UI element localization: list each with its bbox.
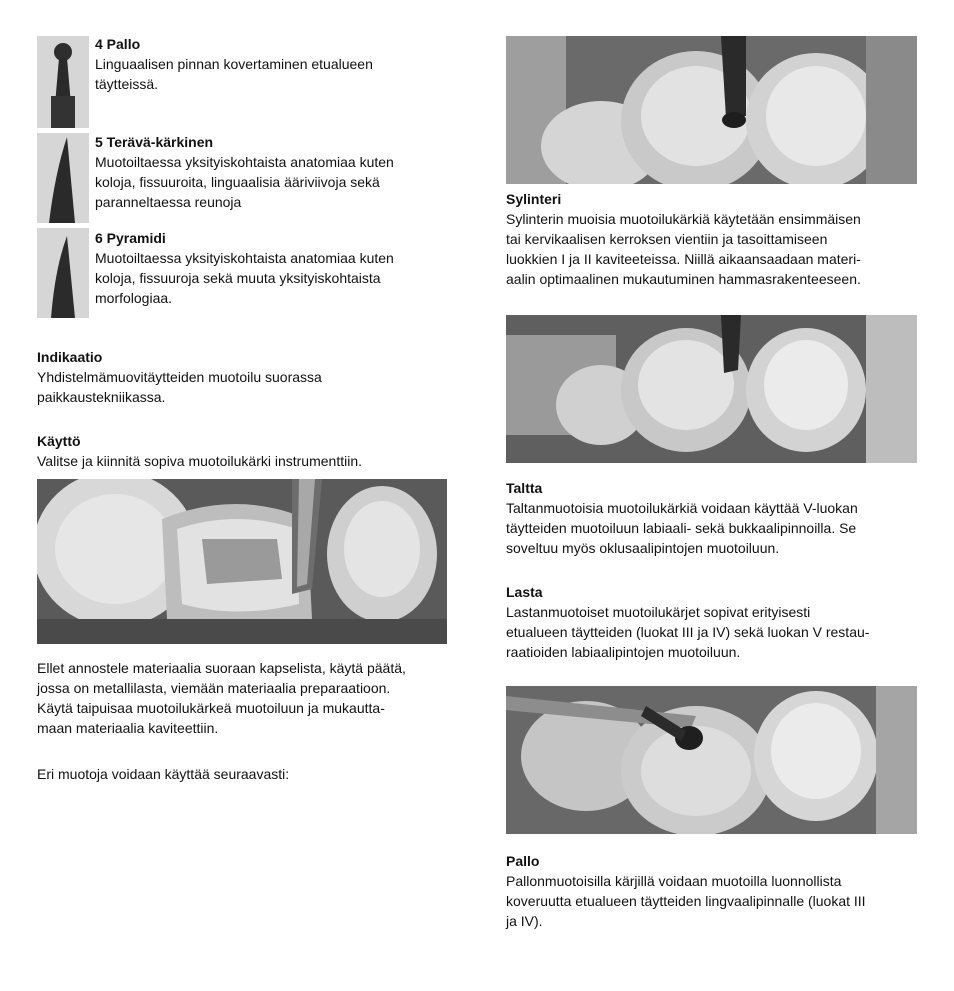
spatula-heading: Lasta: [506, 584, 543, 600]
shapes-intro-text: Eri muotoja voidaan käyttää seuraavasti:: [37, 766, 290, 782]
tip-ball-text: Linguaalisen pinnan kovertaminen etualueen täytteissä.: [95, 56, 373, 92]
tip-sharp-text: Muotoiltaessa yksityiskohtaista anatomiaa kuten koloja, fissuuroita, linguaalisia ääriviivoja sekä paranneltaessa reunoja: [95, 154, 394, 210]
ball-section: [506, 851, 936, 931]
tip-ball-heading: 4 Pallo: [95, 36, 141, 52]
photo-ball: [506, 686, 917, 834]
tip-pyramid-heading: 6 Pyramidi: [95, 230, 166, 246]
chisel-text: Taltanmuotoisia muotoilukärkiä voidaan käyttää V-luokan täytteiden muotoiluun labiaali- sekä bukkaalipinnoilla. Se soveltuu myös oklusaalipintojen muotoiluun.: [506, 500, 858, 556]
cylinder-photo-illustration: [506, 36, 917, 184]
spatula-text: Lastanmuotoiset muotoilukärjet sopivat erityisesti etualueen täytteiden (luokat III ja IV) sekä luokan V restau- raatioiden labiaalipintojen muotoiluun.: [506, 604, 870, 660]
tip-pyramid-text: Muotoiltaessa yksityiskohtaista anatomiaa kuten koloja, fissuuroja sekä muuta yksityiskohtaista morfologiaa.: [95, 250, 394, 306]
teeth-photo-illustration: [37, 479, 447, 644]
chisel-heading: Taltta: [506, 480, 543, 496]
ball-text: Pallonmuotoisilla kärjillä voidaan muotoilla luonnollista koveruutta etualueen täytteiden lingvaalipinnalle (luokat III ja IV).: [506, 873, 866, 929]
tip-ball: [95, 34, 455, 94]
photo-dental-application: [37, 479, 447, 644]
pointed-tip-icon: [37, 133, 89, 223]
tip-pyramid: [95, 228, 455, 308]
application-instructions: [37, 658, 457, 738]
indication-text: Yhdistelmämuovitäytteiden muotoilu suorassa paikkaustekniikassa.: [37, 369, 322, 405]
cylinder-heading: Sylinteri: [506, 191, 562, 207]
ball-tip-image: [37, 36, 89, 128]
ball-heading: Pallo: [506, 853, 540, 869]
pyramid-tip-icon: [37, 228, 89, 318]
pyramid-tip-image: [37, 228, 89, 318]
ball-tip-icon: [37, 36, 89, 128]
photo-cylinder: [506, 36, 917, 184]
usage-section: [37, 431, 457, 471]
tip-sharp-heading: 5 Terävä-kärkinen: [95, 134, 214, 150]
photo-chisel: [506, 315, 917, 463]
cylinder-text: Sylinterin muoisia muotoilukärkiä käytetään ensimmäisen tai kervikaalisen kerroksen vientiin ja tasoittamiseen luokkien I ja II kaviteeteissa. Niillä aikaansaadaan materi- aalin optimaalinen mukautuminen hammasrakenteeseen.: [506, 211, 861, 287]
chisel-photo-illustration: [506, 315, 917, 463]
shapes-intro: [37, 764, 457, 784]
cylinder-section: [506, 189, 936, 289]
ball-photo-illustration: [506, 686, 917, 834]
indication-heading: Indikaatio: [37, 349, 103, 365]
sharp-tip-image: [37, 133, 89, 223]
spatula-section: [506, 582, 936, 662]
usage-heading: Käyttö: [37, 433, 81, 449]
tip-sharp: [95, 132, 455, 212]
usage-text: Valitse ja kiinnitä sopiva muotoilukärki instrumenttiin.: [37, 453, 362, 469]
application-instructions-text: Ellet annostele materiaalia suoraan kapselista, käytä päätä, jossa on metallilasta, viemään materiaalia preparaatioon. Käytä taipuisaa muotoilukärkeä muotoiluun ja mukautta- maan materiaalia kaviteettiin.: [37, 660, 406, 736]
chisel-section: [506, 478, 936, 558]
indication-section: [37, 347, 457, 407]
